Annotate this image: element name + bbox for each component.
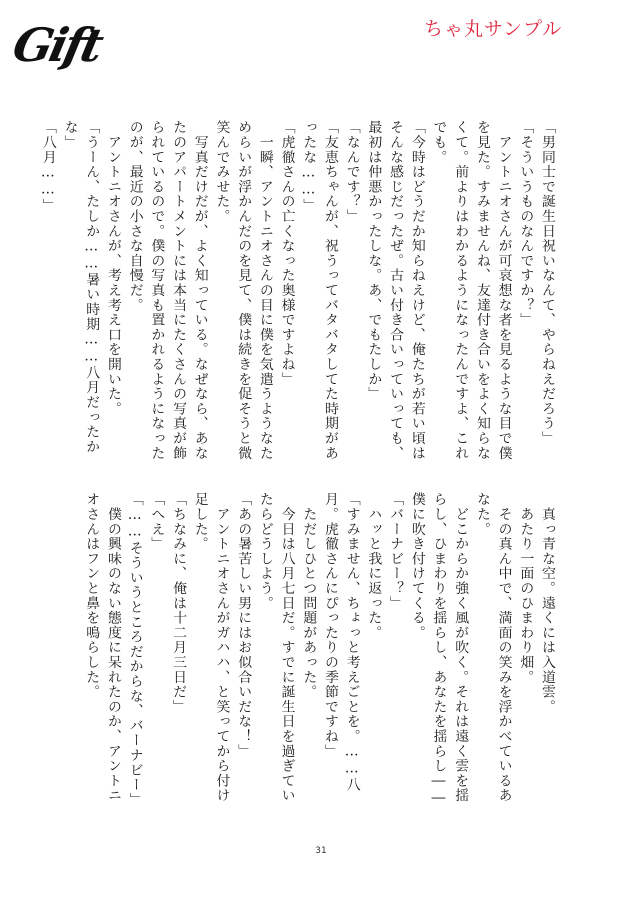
text-line: アントニオさんが、考え考え口を開いた。 <box>104 120 121 416</box>
text-block-lower <box>80 492 557 810</box>
text-line: アントニオさんがガハハ、と笑ってから付け足した。 <box>191 492 230 803</box>
sample-label: ちゃ丸サンプル <box>424 18 563 40</box>
text-line: 「八月……」 <box>39 120 56 213</box>
text-line: アントニオさんが可哀想な者を見るような目で僕を見た。すみませんね、友達付き合いをよく知らなくて。前よりはわかるようになったんですよ、これでも。 <box>430 120 512 461</box>
page-number: 31 <box>315 846 327 856</box>
text-line: 「……そういうところだからな、バーナビー」 <box>126 492 143 807</box>
text-line: 「今時はどうだか知らねえけど、俺たちが若い頃はそんな感じだったぜ。古い付き合いっていっても、最初は仲悪かったしな。あ、でもたしか」 <box>365 120 425 461</box>
text-line: 「そういうものなんですか？」 <box>517 120 534 328</box>
text-line: 「ちなみに、俺は十二月三日だ」 <box>170 492 187 714</box>
text-block-upper <box>36 120 557 475</box>
text-line: 「男同士で誕生日祝いなんて、やらねえだろう」 <box>539 120 555 446</box>
text-line: ただしひとつ問題があった。 <box>300 492 317 700</box>
text-line: 今日は八月七日だ。すでに誕生日を過ぎていたらどうしよう。 <box>256 492 295 803</box>
text-line: 「あの暑苦しい男にはお似合いだな！」 <box>235 492 252 759</box>
text-line: 真っ青な空。遠くには入道雲。 <box>539 492 555 714</box>
text-line: 「友恵ちゃんが、祝うってバタバタしてた時期があったな……」 <box>300 120 338 461</box>
text-line: ハッと我に返った。 <box>365 492 382 640</box>
text-line: 写真だけだが、よく知っている。なぜなら、あなたのアパートメントには本当にたくさんの写真が飾られているので。僕の写真も置かれるようになったのが、最近の小さな自慢だ。 <box>126 120 208 461</box>
book-title-logo: Gift <box>8 18 106 72</box>
text-line: あたり一面のひまわり畑。 <box>517 492 534 685</box>
text-line: 「バーナビー？」 <box>387 492 404 611</box>
text-line: 「なんです？」 <box>343 120 360 224</box>
text-line: 「うーん、たしか……暑い時期……八月だったかな」 <box>61 120 100 454</box>
text-line: 僕の興味のない態度に呆れたのか、アントニオさんはフンと鼻を鳴らした。 <box>83 492 121 803</box>
text-line: 「すみません、ちょっと考えごとを。……八月。虎徹さんにぴったりの季節ですね」 <box>321 492 360 793</box>
text-line: 「へえ」 <box>148 492 165 552</box>
text-line: どこからか強く風が吹く。それは遠く雲を揺らし、ひまわりを揺らし、あなたを揺らし――僕に吹き付けてくる。 <box>408 492 469 807</box>
text-line: その真ん中で、満面の笑みを浮かべているあなた。 <box>473 492 512 803</box>
text-line: 一瞬、アントニオさんの目に僕を気遣うようなためらいが浮かんだのを見て、僕は続きを促そうと微笑んでみせた。 <box>213 120 273 461</box>
text-line: 「虎徹さんの亡くなった奥様ですよね」 <box>278 120 295 387</box>
